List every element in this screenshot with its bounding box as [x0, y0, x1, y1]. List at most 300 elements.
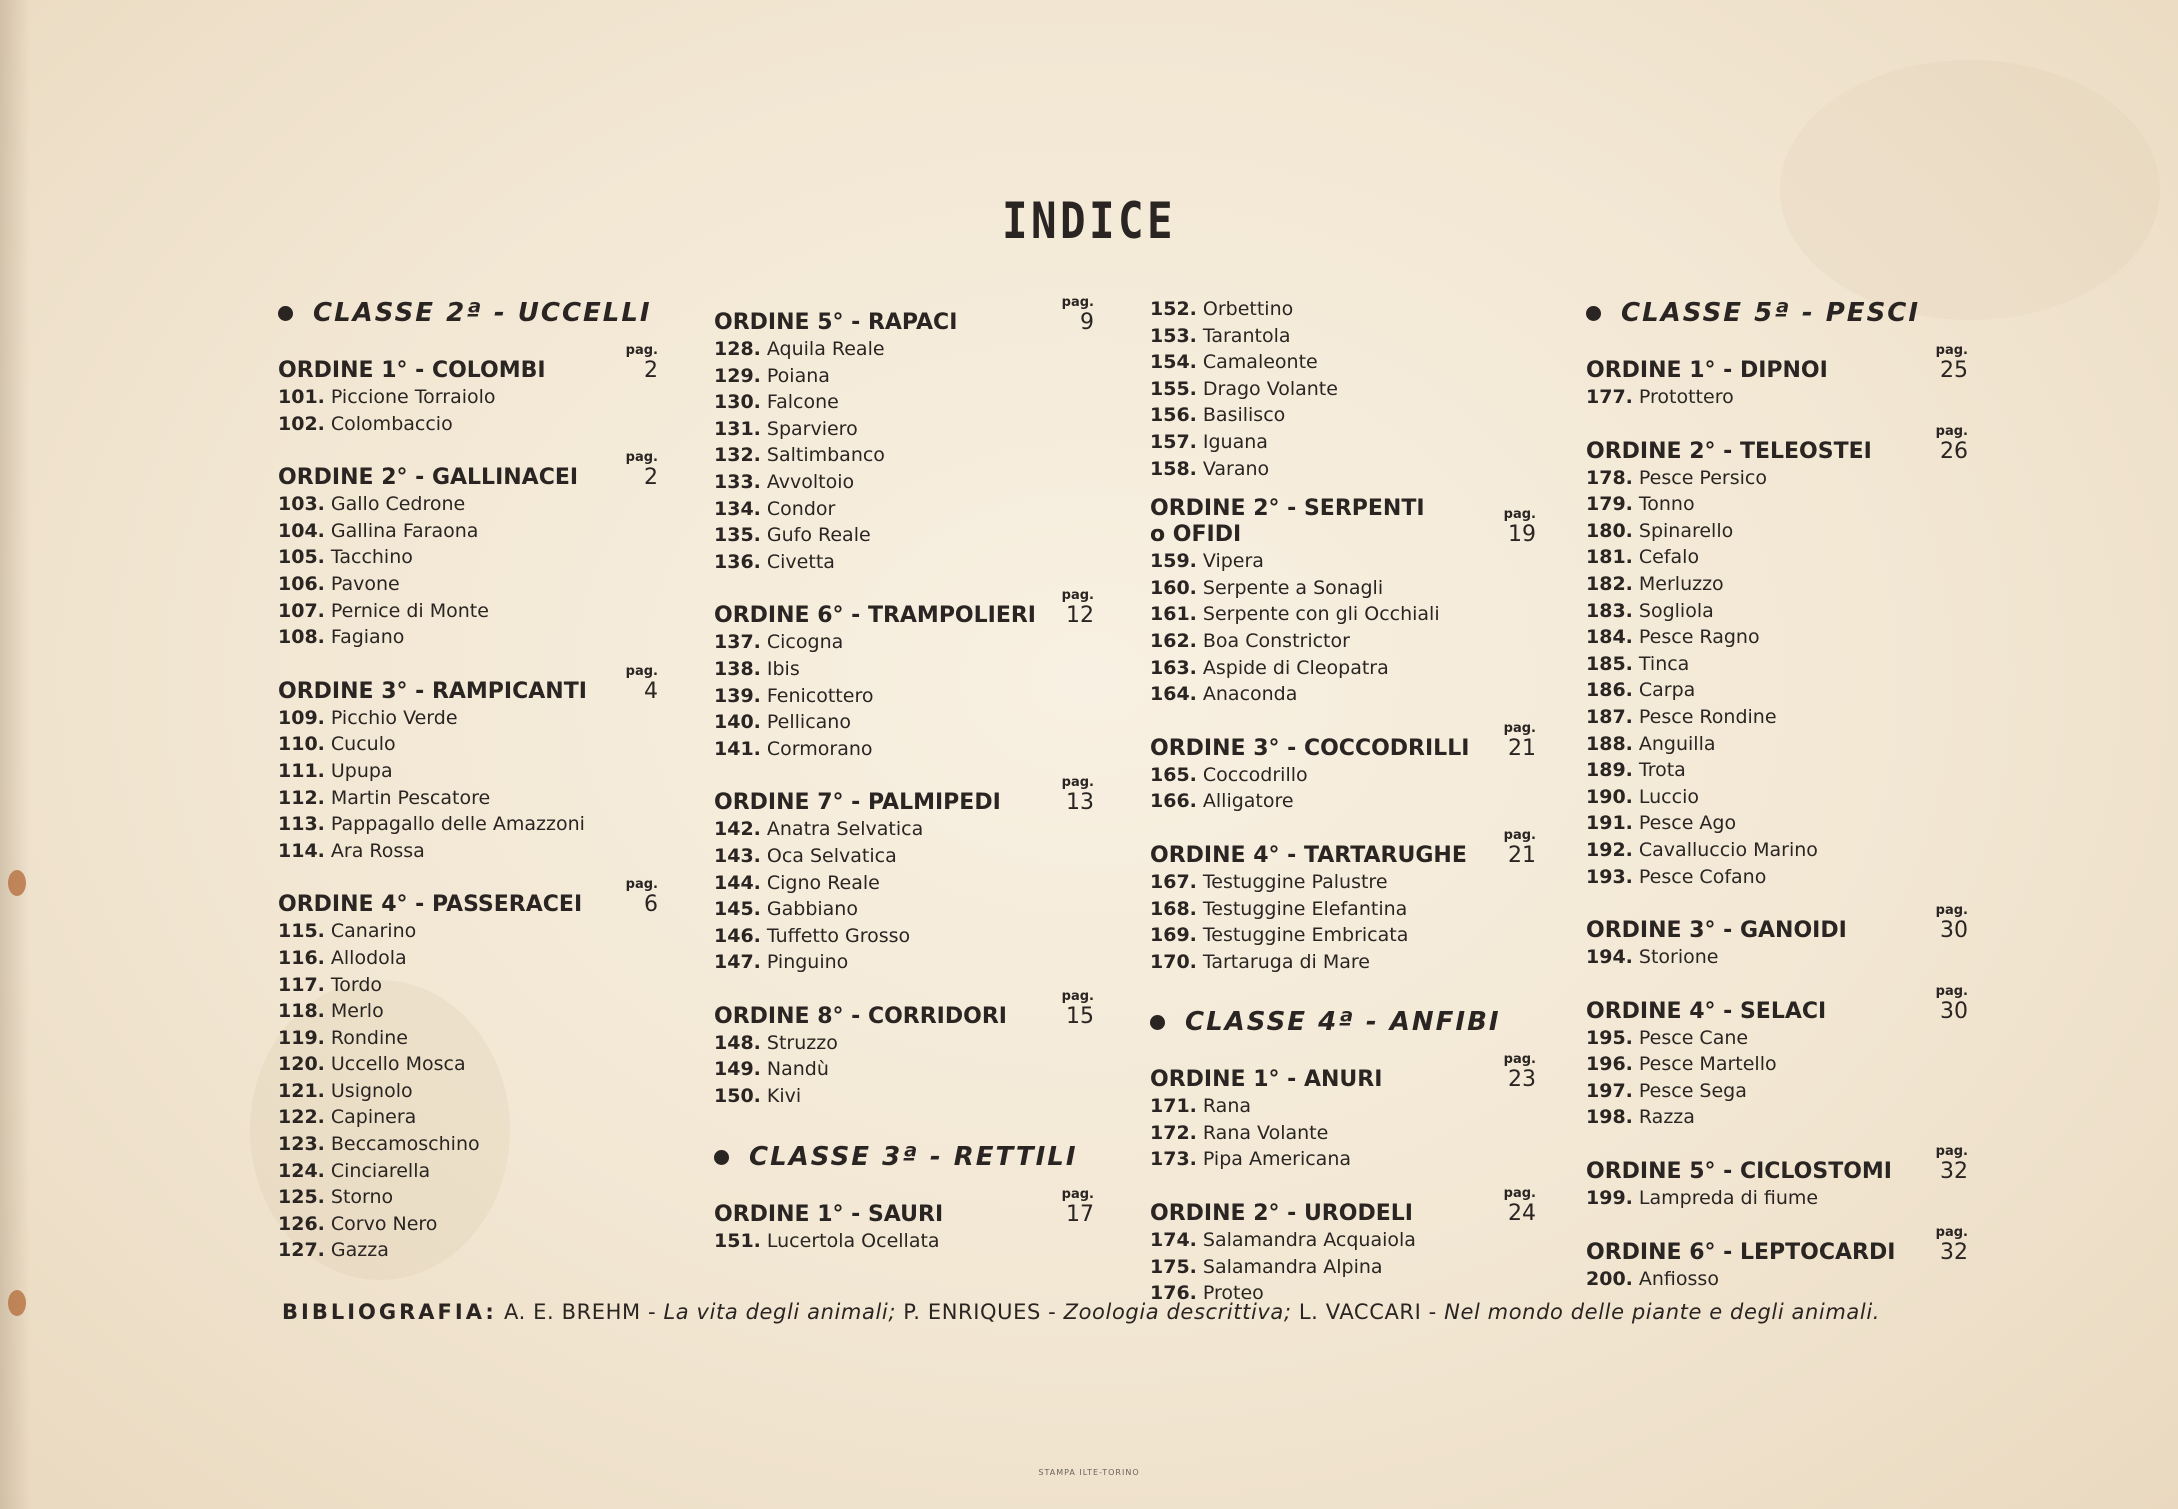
- entry-name: Gallina Faraona: [330, 519, 479, 542]
- entry-number: 104.: [278, 519, 325, 542]
- index-entry: [278, 918, 658, 945]
- page-number: 4: [644, 678, 658, 704]
- entry-name: Sogliola: [1638, 599, 1714, 622]
- page-label: pag.: [1061, 588, 1094, 604]
- index-entry: [278, 705, 658, 732]
- entry-name: Corvo Nero: [330, 1212, 438, 1235]
- entry-number: 151.: [714, 1229, 761, 1252]
- entry-name: Ibis: [766, 657, 800, 680]
- page-label: pag.: [1503, 827, 1536, 843]
- index-entry: [1586, 571, 1968, 598]
- order-name: [278, 892, 582, 918]
- index-entry: [1150, 762, 1536, 789]
- order-heading: [278, 878, 658, 918]
- order-heading: [1586, 425, 1968, 465]
- order-name-text: ORDINE 5° - CICLOSTOMI: [1586, 1159, 1892, 1185]
- index-entry: [1586, 944, 1968, 971]
- index-entry: [1150, 429, 1536, 456]
- index-entry: [1586, 544, 1968, 571]
- entry-number: 197.: [1586, 1079, 1633, 1102]
- index-entry: [278, 411, 658, 438]
- index-entry: [1586, 784, 1968, 811]
- index-entry: [714, 736, 1094, 763]
- entry-name: Upupa: [330, 759, 393, 782]
- class-group: [1586, 296, 1968, 1292]
- order-name-text: ORDINE 6° - LEPTOCARDI: [1586, 1239, 1896, 1265]
- entry-name: Pernice di Monte: [330, 599, 489, 622]
- entry-number: 137.: [714, 631, 761, 654]
- entry-name: Salamandra Acquaiola: [1202, 1229, 1416, 1252]
- order-name-text: ORDINE 2° - TELEOSTEI: [1586, 438, 1872, 464]
- entry-number: 157.: [1150, 430, 1197, 453]
- index-entry: [1150, 1227, 1536, 1254]
- index-entry: [714, 816, 1094, 843]
- index-entry: [1150, 575, 1536, 602]
- entry-name: Merluzzo: [1638, 572, 1724, 595]
- page-number: 32: [1940, 1239, 1968, 1265]
- entry-number: 109.: [278, 706, 325, 729]
- entry-number: 149.: [714, 1058, 761, 1081]
- order-heading: [278, 451, 658, 491]
- entry-name: Luccio: [1638, 785, 1699, 808]
- index-entry: [1150, 1254, 1536, 1281]
- entry-number: 194.: [1586, 946, 1633, 969]
- page-reference: [1062, 296, 1094, 336]
- order-heading: [278, 665, 658, 705]
- order-heading: [1586, 1226, 1968, 1266]
- index-entry: [714, 870, 1094, 897]
- entry-number: 181.: [1586, 546, 1633, 569]
- page-title: INDICE: [1002, 192, 1176, 250]
- order-name-text: ORDINE 3° - COCCODRILLI: [1150, 735, 1470, 761]
- entry-number: 196.: [1586, 1053, 1633, 1076]
- entry-number: 148.: [714, 1031, 761, 1054]
- index-entry: [1150, 869, 1536, 896]
- class-group: [278, 296, 658, 1264]
- entry-number: 136.: [714, 550, 761, 573]
- index-entry: [1586, 810, 1968, 837]
- entry-name: Tinca: [1638, 652, 1690, 675]
- page-label: pag.: [1503, 720, 1536, 736]
- index-entry: [1150, 628, 1536, 655]
- entry-number: 168.: [1150, 897, 1197, 920]
- entry-number: 115.: [278, 920, 325, 943]
- page-label: pag.: [1935, 1224, 1968, 1240]
- index-column-2: [714, 296, 1094, 1254]
- order-name: [1150, 496, 1425, 548]
- entry-name: Kivi: [766, 1085, 802, 1108]
- index-entry: [1150, 456, 1536, 483]
- entry-name: Lampreda di fiume: [1638, 1187, 1819, 1210]
- bibliography-work: Nel mondo delle piante e degli animali.: [1444, 1300, 1881, 1324]
- page-number: 30: [1940, 998, 1968, 1024]
- index-entry: [1586, 465, 1968, 492]
- index-entry: [278, 945, 658, 972]
- order-name: [1586, 439, 1872, 465]
- order-heading: [714, 1188, 1094, 1228]
- order-heading: [1586, 985, 1968, 1025]
- index-entry: [714, 1030, 1094, 1057]
- index-entry: [1586, 731, 1968, 758]
- order-name: [1586, 1240, 1895, 1266]
- entry-number: 107.: [278, 599, 325, 622]
- page-reference: [1062, 776, 1094, 816]
- page-label: pag.: [625, 450, 658, 466]
- index-entry: [714, 709, 1094, 736]
- page-reference: [1504, 1053, 1536, 1093]
- entry-number: 153.: [1150, 324, 1197, 347]
- order-name: [714, 1004, 1007, 1030]
- index-entry: [278, 384, 658, 411]
- entry-number: 161.: [1150, 603, 1197, 626]
- entry-number: 126.: [278, 1212, 325, 1235]
- entry-name: Gabbiano: [766, 898, 858, 921]
- entry-number: 167.: [1150, 870, 1197, 893]
- entry-number: 156.: [1150, 404, 1197, 427]
- order-name: [1586, 1159, 1892, 1185]
- order-name-text: ORDINE 2° - SERPENTI: [1150, 496, 1425, 522]
- entry-name: Spinarello: [1638, 519, 1734, 542]
- index-entry: [1586, 1025, 1968, 1052]
- page-reference: [626, 878, 658, 918]
- page-label: pag.: [1061, 295, 1094, 310]
- page-label: pag.: [1935, 1144, 1968, 1160]
- entry-name: Nandù: [766, 1058, 829, 1081]
- order-name: [714, 603, 1036, 629]
- entry-name: Tartaruga di Mare: [1202, 950, 1370, 973]
- entry-number: 103.: [278, 493, 325, 516]
- entry-number: 133.: [714, 470, 761, 493]
- page-label: pag.: [625, 877, 658, 893]
- page-number: 13: [1066, 790, 1094, 816]
- order-name-text: ORDINE 7° - PALMIPEDI: [714, 790, 1001, 816]
- entry-name: Pesce Ago: [1638, 812, 1737, 835]
- order-heading: [1150, 1187, 1536, 1227]
- entry-number: 198.: [1586, 1106, 1633, 1129]
- entry-name: Beccamoschino: [330, 1133, 480, 1156]
- page-number: 6: [644, 892, 658, 918]
- entry-number: 188.: [1586, 732, 1633, 755]
- entry-number: 132.: [714, 444, 761, 467]
- order-heading: [1586, 1145, 1968, 1185]
- index-entry: [714, 336, 1094, 363]
- page-label: pag.: [1503, 1186, 1536, 1202]
- index-entry: [278, 544, 658, 571]
- index-entry: [714, 896, 1094, 923]
- index-entry: [714, 1056, 1094, 1083]
- entry-number: 169.: [1150, 924, 1197, 947]
- entry-number: 195.: [1586, 1026, 1633, 1049]
- entry-number: 140.: [714, 711, 761, 734]
- bibliography-separator: -: [1421, 1300, 1445, 1324]
- bullet-icon: [714, 1150, 729, 1165]
- index-entry: [1586, 384, 1968, 411]
- entry-number: 106.: [278, 572, 325, 595]
- index-entry: [1150, 681, 1536, 708]
- entry-number: 121.: [278, 1079, 325, 1102]
- entry-name: Cormorano: [766, 737, 873, 760]
- page-reference: [1504, 508, 1536, 548]
- entry-number: 117.: [278, 973, 325, 996]
- index-entry: [714, 416, 1094, 443]
- class-heading-text: CLASSE 4ª - ANFIBI: [1185, 1007, 1501, 1038]
- entry-name: Cuculo: [330, 733, 396, 756]
- page-reference: [1936, 904, 1968, 944]
- class-heading: [1586, 296, 1968, 330]
- index-entry: [714, 1083, 1094, 1110]
- bibliography-author: P. ENRIQUES: [903, 1300, 1041, 1324]
- entry-number: 155.: [1150, 377, 1197, 400]
- entry-name: Gazza: [330, 1239, 389, 1262]
- order-name-text: ORDINE 3° - GANOIDI: [1586, 918, 1847, 944]
- entry-number: 187.: [1586, 705, 1633, 728]
- page-label: pag.: [625, 343, 658, 358]
- index-entry: [714, 549, 1094, 576]
- entry-number: 176.: [1150, 1282, 1197, 1305]
- order-name: [1150, 1201, 1413, 1227]
- index-entry: [1586, 624, 1968, 651]
- index-entry: [278, 518, 658, 545]
- entry-name: Ara Rossa: [330, 839, 425, 862]
- index-entry: [278, 1131, 658, 1158]
- index-entry: [1150, 323, 1536, 350]
- entry-number: 128.: [714, 338, 761, 360]
- entry-number: 162.: [1150, 629, 1197, 652]
- entry-name: Avvoltoio: [766, 470, 855, 493]
- entry-name: Colombaccio: [330, 412, 453, 435]
- entry-name: Pavone: [330, 572, 400, 595]
- entry-name: Cefalo: [1638, 546, 1700, 569]
- page-number: 15: [1066, 1003, 1094, 1029]
- entry-name: Piccione Torraiolo: [330, 386, 496, 408]
- order-name: [1150, 1067, 1382, 1093]
- entry-name: Basilisco: [1202, 404, 1286, 427]
- page-number: 30: [1940, 918, 1968, 944]
- order-name-text: ORDINE 2° - GALLINACEI: [278, 465, 579, 491]
- entry-name: Cinciarella: [330, 1159, 431, 1182]
- page-label: pag.: [1935, 343, 1968, 358]
- entry-name: Anfiosso: [1638, 1267, 1719, 1290]
- entry-number: 152.: [1150, 298, 1197, 320]
- index-entry: [1150, 949, 1536, 976]
- order-heading: [714, 589, 1094, 629]
- order-name-text: ORDINE 3° - RAMPICANTI: [278, 678, 587, 704]
- page-number: 17: [1066, 1201, 1094, 1227]
- index-entry: [278, 838, 658, 865]
- index-entry: [1586, 1078, 1968, 1105]
- entry-number: 184.: [1586, 626, 1633, 649]
- index-entry: [278, 1237, 658, 1264]
- entry-name: Tuffetto Grosso: [766, 924, 911, 947]
- entry-number: 146.: [714, 924, 761, 947]
- class-heading-text: CLASSE 2ª - UCCELLI: [313, 298, 652, 328]
- page-reference: [626, 451, 658, 491]
- entry-name: Storno: [330, 1186, 394, 1209]
- entry-number: 160.: [1150, 576, 1197, 599]
- order-name: [714, 310, 957, 336]
- entry-number: 112.: [278, 786, 325, 809]
- entry-name: Struzzo: [766, 1031, 838, 1054]
- index-entry: [1150, 601, 1536, 628]
- entry-name: Tonno: [1638, 493, 1695, 516]
- index-entry: [1586, 1104, 1968, 1131]
- entry-name: Drago Volante: [1202, 377, 1338, 400]
- entry-name: Salamandra Alpina: [1202, 1255, 1383, 1278]
- class-heading: [278, 296, 658, 330]
- index-entry: [1586, 1266, 1968, 1293]
- entry-number: 192.: [1586, 838, 1633, 861]
- entry-name: Boa Constrictor: [1202, 629, 1350, 652]
- page-reference: [1504, 722, 1536, 762]
- index-entry: [1150, 349, 1536, 376]
- page-label: pag.: [1935, 423, 1968, 439]
- paper-stain: [1780, 60, 2160, 320]
- order-heading: [1150, 829, 1536, 869]
- page-number: 2: [644, 358, 658, 383]
- index-entry: [278, 624, 658, 651]
- entry-name: Picchio Verde: [330, 706, 458, 729]
- index-entry: [1586, 1051, 1968, 1078]
- entry-name: Pinguino: [766, 951, 849, 974]
- entry-name: Testuggine Embricata: [1202, 924, 1409, 947]
- entry-number: 186.: [1586, 679, 1633, 702]
- entry-number: 120.: [278, 1053, 325, 1076]
- entry-number: 143.: [714, 844, 761, 867]
- class-heading: [714, 1140, 1094, 1174]
- page-label: pag.: [1061, 775, 1094, 791]
- entry-name: Orbettino: [1202, 298, 1294, 320]
- class-heading-text: CLASSE 5ª - PESCI: [1621, 298, 1921, 328]
- bibliography-author: L. VACCARI: [1298, 1300, 1422, 1324]
- page-reference: [1062, 589, 1094, 629]
- index-entry: [1586, 651, 1968, 678]
- page-number: 19: [1508, 522, 1536, 548]
- order-name-text: ORDINE 2° - URODELI: [1150, 1201, 1413, 1227]
- entry-number: 111.: [278, 759, 325, 782]
- entry-number: 118.: [278, 1000, 325, 1023]
- page-number: 25: [1940, 358, 1968, 383]
- order-name: [278, 358, 546, 384]
- entry-name: Pesce Sega: [1638, 1079, 1747, 1102]
- index-entry: [714, 389, 1094, 416]
- entry-name: Pellicano: [766, 711, 851, 734]
- page-number: 26: [1940, 438, 1968, 464]
- entry-name: Camaleonte: [1202, 351, 1318, 374]
- entry-name: Trota: [1638, 759, 1686, 782]
- index-entry: [714, 522, 1094, 549]
- entry-number: 124.: [278, 1159, 325, 1182]
- entry-number: 180.: [1586, 519, 1633, 542]
- index-entry: [1150, 922, 1536, 949]
- index-entry: [278, 1078, 658, 1105]
- bibliography-work: Zoologia descrittiva;: [1063, 1300, 1292, 1324]
- index-entry: [1586, 491, 1968, 518]
- order-name-text: ORDINE 5° - RAPACI: [714, 310, 958, 335]
- entry-name: Vipera: [1202, 550, 1264, 573]
- page-label: pag.: [1935, 903, 1968, 919]
- index-entry: [1586, 1185, 1968, 1212]
- index-column-3: [1150, 296, 1536, 1307]
- entry-number: 113.: [278, 813, 325, 836]
- page-label: pag.: [1935, 983, 1968, 999]
- entry-number: 101.: [278, 386, 325, 408]
- index-entry: [1586, 704, 1968, 731]
- entry-name: Cavalluccio Marino: [1638, 838, 1818, 861]
- entry-number: 190.: [1586, 785, 1633, 808]
- class-group: [714, 1140, 1094, 1255]
- entry-number: 170.: [1150, 950, 1197, 973]
- entry-number: 141.: [714, 737, 761, 760]
- entry-number: 154.: [1150, 351, 1197, 374]
- order-name-text: ORDINE 6° - TRAMPOLIERI: [714, 603, 1036, 629]
- entry-number: 191.: [1586, 812, 1633, 835]
- order-name-text: ORDINE 4° - SELACI: [1586, 998, 1827, 1024]
- index-entry: [278, 1025, 658, 1052]
- index-entry: [1586, 864, 1968, 891]
- order-name: [1150, 736, 1469, 762]
- entry-number: 199.: [1586, 1187, 1633, 1210]
- order-name: [1586, 358, 1828, 384]
- entry-name: Coccodrillo: [1202, 763, 1308, 786]
- entry-number: 147.: [714, 951, 761, 974]
- entry-name: Fenicottero: [766, 684, 874, 707]
- order-name-text: ORDINE 8° - CORRIDORI: [714, 1003, 1007, 1029]
- page-reference: [1504, 829, 1536, 869]
- index-entry: [278, 758, 658, 785]
- page-number: 24: [1508, 1201, 1536, 1227]
- entry-name: Rondine: [330, 1026, 408, 1049]
- index-column-4: [1586, 296, 1968, 1292]
- binding-shadow: [0, 0, 30, 1509]
- entry-number: 129.: [714, 364, 761, 387]
- entry-number: 110.: [278, 733, 325, 756]
- class-group: [1150, 296, 1536, 975]
- entry-number: 182.: [1586, 572, 1633, 595]
- bullet-icon: [1150, 1015, 1165, 1030]
- page-label: pag.: [1061, 988, 1094, 1004]
- bibliography: [282, 1300, 1972, 1324]
- page-label: pag.: [1503, 1052, 1536, 1068]
- order-name-text: ORDINE 1° - COLOMBI: [278, 358, 546, 383]
- order-heading: [1150, 496, 1536, 548]
- order-heading: [1586, 344, 1968, 384]
- entry-number: 142.: [714, 818, 761, 841]
- page-number: 9: [1080, 310, 1094, 335]
- page-reference: [1936, 1145, 1968, 1185]
- entry-name: Serpente con gli Occhiali: [1202, 603, 1440, 626]
- entry-number: 123.: [278, 1133, 325, 1156]
- entry-number: 178.: [1586, 466, 1633, 489]
- class-group: [714, 296, 1094, 1110]
- entry-name: Testuggine Elefantina: [1202, 897, 1408, 920]
- index-entry: [714, 1228, 1094, 1255]
- entry-number: 125.: [278, 1186, 325, 1209]
- page-number: 21: [1508, 735, 1536, 761]
- index-entry: [714, 949, 1094, 976]
- index-entry: [1586, 757, 1968, 784]
- order-name: [278, 465, 578, 491]
- index-entry: [714, 923, 1094, 950]
- entry-name: Alligatore: [1202, 790, 1294, 813]
- order-name-text: ORDINE 1° - SAURI: [714, 1201, 944, 1227]
- entry-name: Usignolo: [330, 1079, 413, 1102]
- entry-name: Lucertola Ocellata: [766, 1229, 940, 1252]
- index-entry: [714, 683, 1094, 710]
- entry-number: 164.: [1150, 683, 1197, 706]
- page-reference: [626, 665, 658, 705]
- index-entry: [1586, 598, 1968, 625]
- entry-name: Martin Pescatore: [330, 786, 491, 809]
